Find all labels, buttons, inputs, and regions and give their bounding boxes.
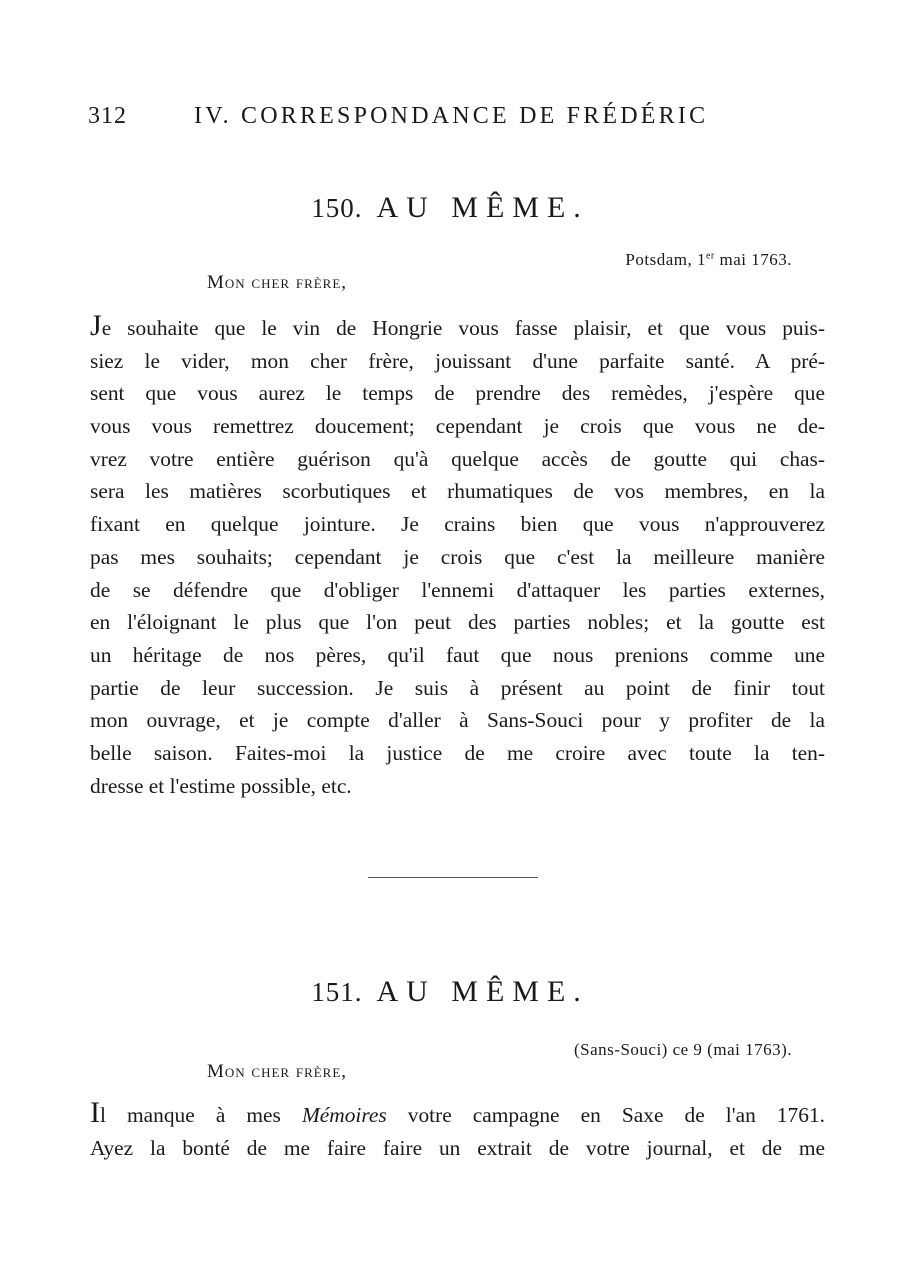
body-line: en l'éloignant le plus que l'on peut des parties nobles; et la goutte est bbox=[90, 610, 825, 635]
letter-address: AU MÊME. bbox=[376, 975, 589, 1008]
book-title: Mémoires bbox=[301, 1103, 387, 1127]
body-line: siez le vider, mon cher frère, jouissant d'une parfaite santé. A pré- bbox=[90, 348, 825, 373]
letter-150-salutation: Mon cher frère, bbox=[207, 272, 348, 293]
body-line: belle saison. Faites-moi la justice de me croire avec toute la ten- bbox=[90, 740, 825, 765]
dateline-superscript: er bbox=[705, 250, 715, 262]
letter-number: 150. bbox=[311, 193, 363, 223]
body-line-text: votre campagne en Saxe de l'an 1761. bbox=[386, 1103, 825, 1127]
letter-address: AU MÊME. bbox=[376, 191, 589, 224]
body-line: un héritage de nos pères, qu'il faut que nous prenions comme une bbox=[90, 642, 825, 667]
letter-151-body bbox=[90, 1096, 825, 1164]
letter-150-dateline bbox=[625, 250, 792, 270]
letter-150-heading bbox=[0, 191, 900, 225]
dateline-text: mai 1763. bbox=[714, 250, 792, 269]
body-line: sera les matières scorbutiques et rhumatiques de vos membres, en la bbox=[90, 479, 825, 504]
body-line bbox=[90, 1096, 825, 1132]
body-line: vrez votre entière guérison qu'à quelque accès de goutte qui chas- bbox=[90, 446, 825, 471]
letter-151-heading bbox=[0, 975, 900, 1009]
running-head bbox=[88, 103, 808, 137]
body-line: Ayez la bonté de me faire faire un extrait de votre journal, et de me bbox=[90, 1135, 825, 1160]
letter-number: 151. bbox=[311, 977, 363, 1007]
body-line: mon ouvrage, et je compte d'aller à Sans-Souci pour y profiter de la bbox=[90, 708, 825, 733]
body-line-text: l manque à mes bbox=[100, 1103, 302, 1127]
drop-cap: J bbox=[90, 309, 102, 342]
body-line bbox=[90, 309, 825, 345]
body-line: pas mes souhaits; cependant je crois que c'est la meilleure manière bbox=[90, 544, 825, 569]
body-line: partie de leur succession. Je suis à présent au point de finir tout bbox=[90, 675, 825, 700]
letter-151-salutation: Mon cher frère, bbox=[207, 1061, 348, 1082]
page-number: 312 bbox=[88, 103, 127, 129]
running-title: IV. CORRESPONDANCE DE FRÉDÉRIC bbox=[194, 103, 709, 129]
section-divider bbox=[368, 877, 538, 878]
body-line: dresse et l'estime possible, etc. bbox=[90, 773, 352, 798]
body-line: vous vous remettrez doucement; cependant je crois que vous ne de- bbox=[90, 414, 825, 439]
body-line: sent que vous aurez le temps de prendre des remèdes, j'espère que bbox=[90, 381, 825, 406]
body-line: de se défendre que d'obliger l'ennemi d'attaquer les parties externes, bbox=[90, 577, 825, 602]
letter-151-dateline: (Sans-Souci) ce 9 (mai 1763). bbox=[574, 1040, 792, 1059]
body-line-text: e souhaite que le vin de Hongrie vous fasse plaisir, et que vous puis- bbox=[101, 316, 825, 340]
letter-150-body bbox=[90, 309, 825, 802]
body-line: fixant en quelque jointure. Je crains bien que vous n'approuverez bbox=[90, 512, 825, 537]
dateline-text: Potsdam, 1 bbox=[625, 250, 706, 269]
drop-cap: I bbox=[90, 1096, 100, 1129]
